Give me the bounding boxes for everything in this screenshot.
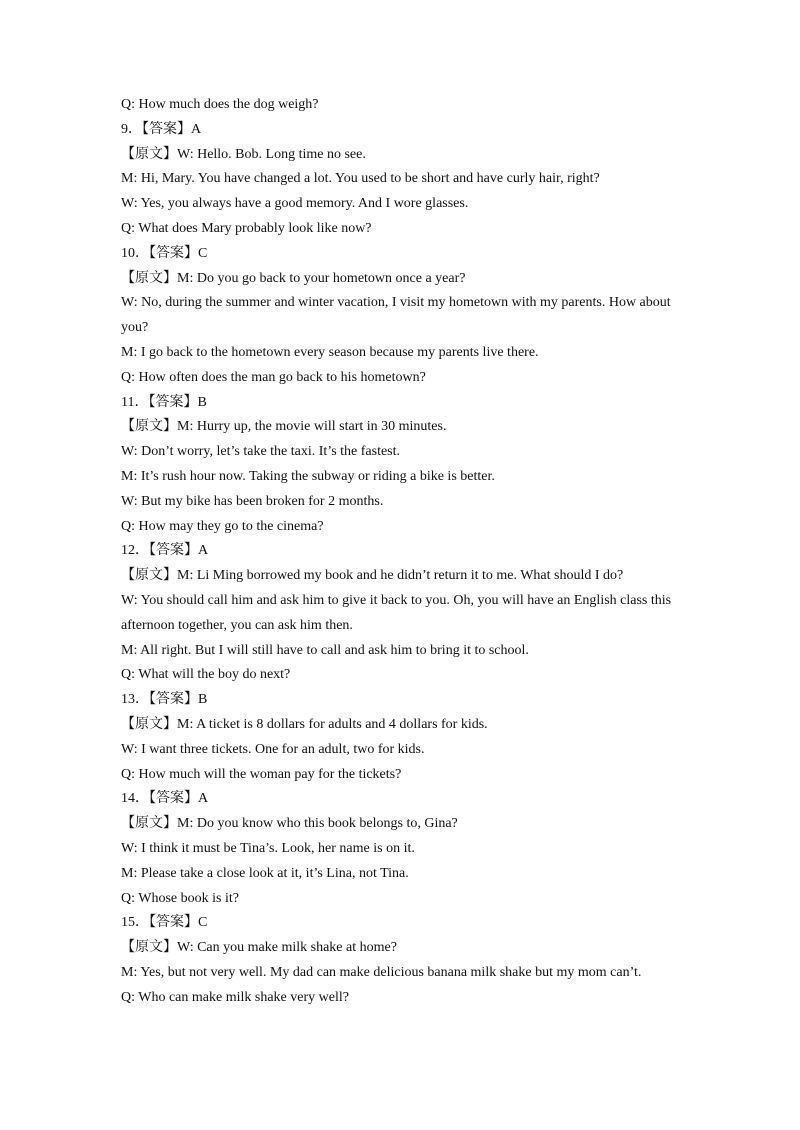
- transcript-line: 【原文】M: Li Ming borrowed my book and he didn’t return it to me. What should I do?: [121, 568, 624, 584]
- transcript-line: W: Yes, you always have a good memory. And I wore glasses.: [121, 196, 469, 212]
- transcript-line: W: You should call him and ask him to give it back to you. Oh, you will have an English class this: [121, 592, 672, 608]
- answer-heading-14: 14．【答案】A: [121, 791, 209, 807]
- document-page: [121, 93, 687, 1010]
- transcript-line: M: All right. But I will still have to call and ask him to bring it to school.: [121, 642, 529, 658]
- question-line: Q: How may they go to the cinema?: [121, 518, 324, 534]
- transcript-line: M: Yes, but not very well. My dad can make delicious banana milk shake but my mom can’t.: [121, 964, 642, 980]
- transcript-line: 【原文】M: Hurry up, the movie will start in 30 minutes.: [121, 419, 447, 435]
- question-line: Q: How often does the man go back to his hometown?: [121, 369, 426, 385]
- answer-heading-13: 13．【答案】B: [121, 692, 208, 708]
- question-line: Q: Whose book is it?: [121, 890, 239, 906]
- transcript-line: M: Hi, Mary. You have changed a lot. You used to be short and have curly hair, right?: [121, 171, 600, 187]
- transcript-line: W: Don’t worry, let’s take the taxi. It’s the fastest.: [121, 444, 401, 460]
- answer-heading-9: 9．【答案】A: [121, 121, 202, 137]
- answer-heading-15: 15．【答案】C: [121, 915, 208, 931]
- transcript-line: W: But my bike has been broken for 2 months.: [121, 493, 384, 509]
- transcript-line: 【原文】M: A ticket is 8 dollars for adults and 4 dollars for kids.: [121, 716, 488, 732]
- transcript-line: M: It’s rush hour now. Taking the subway or riding a bike is better.: [121, 468, 495, 484]
- transcript-line: M: Please take a close look at it, it’s Lina, not Tina.: [121, 865, 409, 881]
- answer-heading-10: 10．【答案】C: [121, 245, 208, 261]
- transcript-line: 【原文】W: Can you make milk shake at home?: [121, 940, 397, 956]
- transcript-line: 【原文】W: Hello. Bob. Long time no see.: [121, 146, 366, 162]
- question-line: Q: Who can make milk shake very well?: [121, 989, 349, 1005]
- transcript-line-continued: afternoon together, you can ask him then.: [121, 617, 353, 633]
- transcript-line: M: I go back to the hometown every season because my parents live there.: [121, 344, 539, 360]
- question-line: Q: How much does the dog weigh?: [121, 97, 319, 112]
- transcript-line: W: I want three tickets. One for an adult, two for kids.: [121, 741, 425, 757]
- transcript-line: W: No, during the summer and winter vacation, I visit my hometown with my parents. How about: [121, 295, 671, 311]
- transcript-line: W: I think it must be Tina’s. Look, her name is on it.: [121, 840, 415, 856]
- transcript-line: 【原文】M: Do you know who this book belongs to, Gina?: [121, 816, 458, 832]
- transcript-line-continued: you?: [121, 320, 149, 336]
- question-line: Q: How much will the woman pay for the tickets?: [121, 766, 402, 782]
- answer-heading-12: 12．【答案】A: [121, 543, 209, 559]
- question-line: Q: What will the boy do next?: [121, 667, 291, 683]
- question-line: Q: What does Mary probably look like now?: [121, 220, 372, 236]
- answer-heading-11: 11．【答案】B: [121, 394, 207, 410]
- transcript-line: 【原文】M: Do you go back to your hometown once a year?: [121, 270, 466, 286]
